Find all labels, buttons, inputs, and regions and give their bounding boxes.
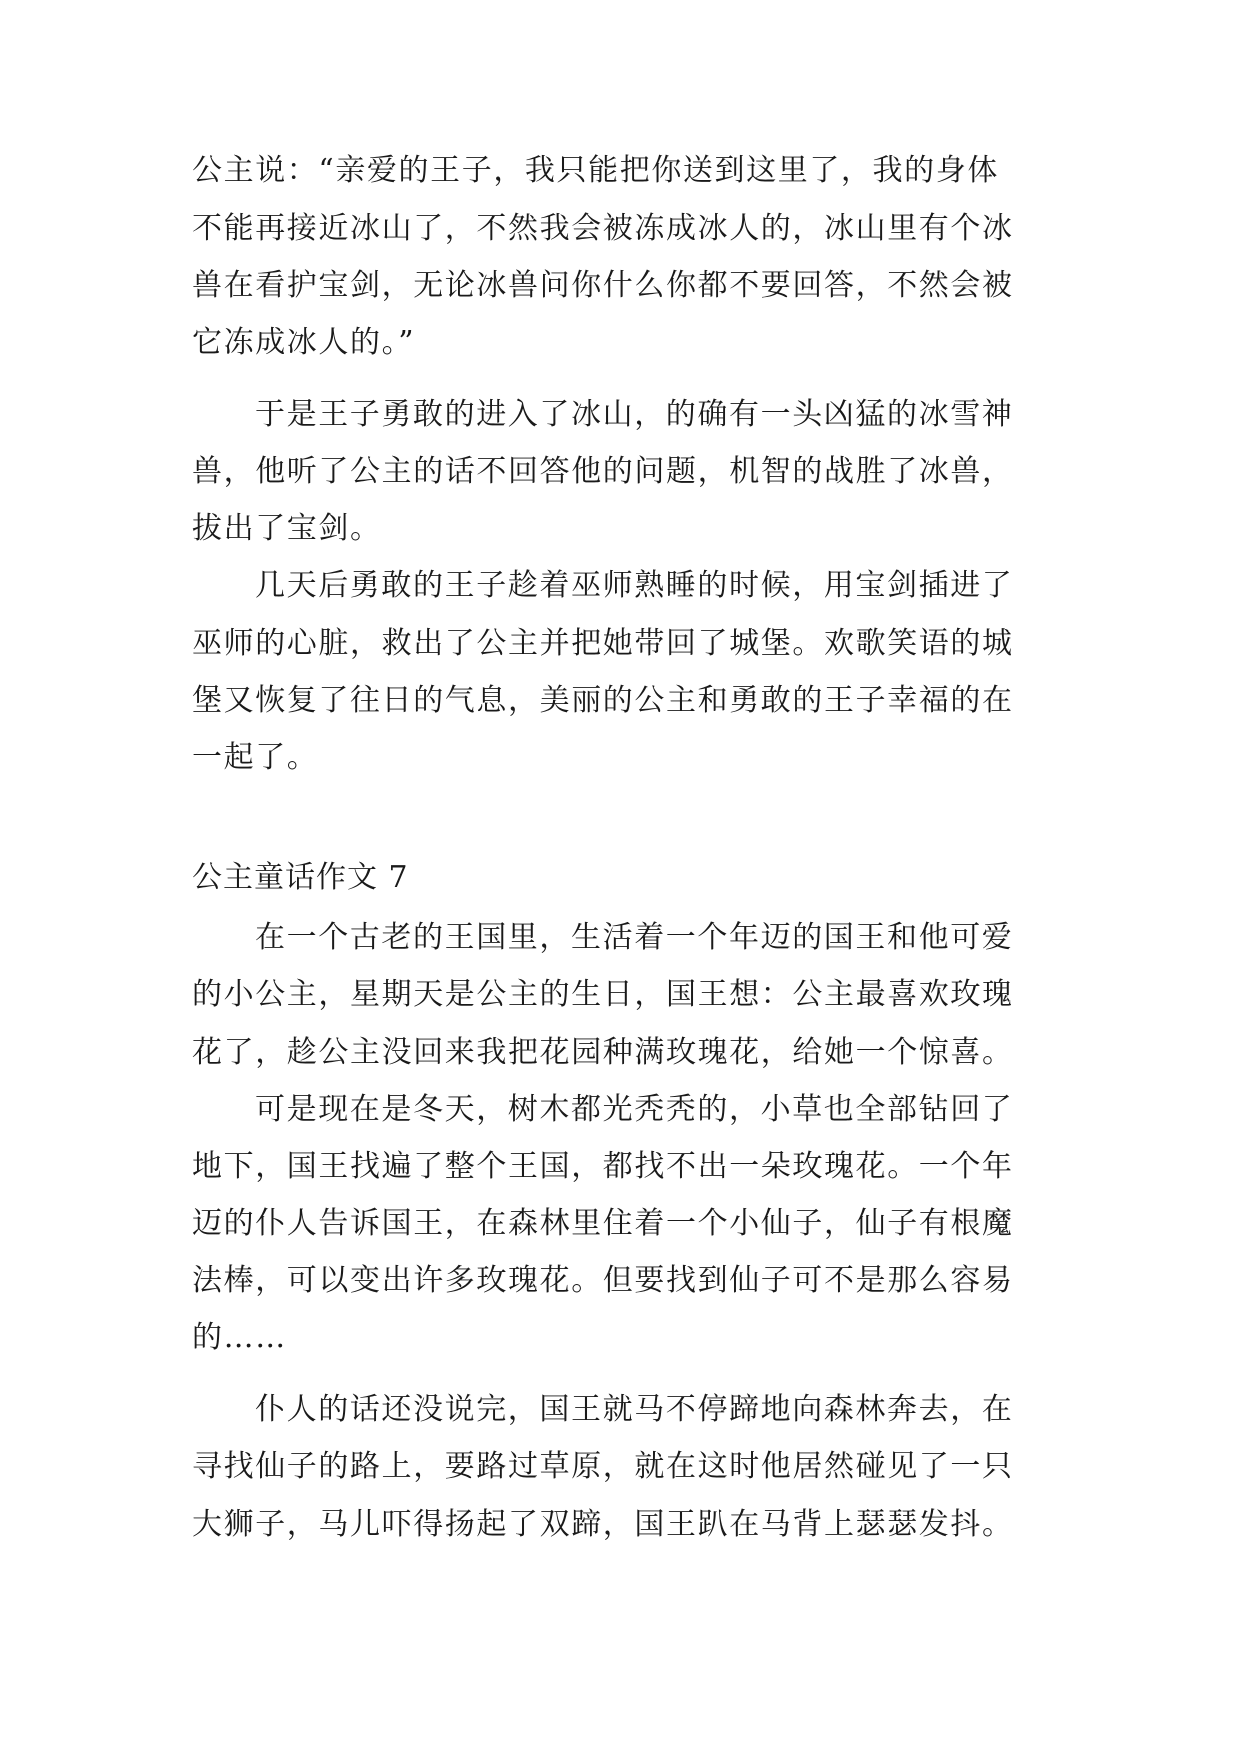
text-line: 兽在看护宝剑，无论冰兽问你什么你都不要回答，不然会被: [192, 268, 1014, 303]
text-line: 一起了。: [192, 740, 319, 775]
text-line: 大狮子，马儿吓得扬起了双蹄，国王趴在马背上瑟瑟发抖。: [192, 1507, 1014, 1542]
text-line: 法棒，可以变出许多玫瑰花。但要找到仙子可不是那么容易: [192, 1263, 1014, 1298]
text-line: 可是现在是冬天，树木都光秃秃的，小草也全部钻回了: [255, 1092, 1014, 1127]
text-line: 它冻成冰人的。”: [192, 325, 416, 360]
text-line: 地下，国王找遍了整个王国，都找不出一朵玫瑰花。一个年: [192, 1149, 1014, 1184]
text-line: 的……: [192, 1320, 287, 1355]
text-line: 的小公主，星期天是公主的生日，国王想：公主最喜欢玫瑰: [192, 977, 1014, 1012]
text-line: 花了，趁公主没回来我把花园种满玫瑰花，给她一个惊喜。: [192, 1035, 1014, 1070]
text-line: 巫师的心脏，救出了公主并把她带回了城堡。欢歌笑语的城: [192, 626, 1014, 661]
text-line: 于是王子勇敢的进入了冰山，的确有一头凶猛的冰雪神: [255, 397, 1014, 432]
text-line: 迈的仆人告诉国王，在森林里住着一个小仙子，仙子有根魔: [192, 1206, 1014, 1241]
text-line: 在一个古老的王国里，生活着一个年迈的国王和他可爱: [255, 920, 1014, 955]
text-line: 仆人的话还没说完，国王就马不停蹄地向森林奔去，在: [255, 1392, 1014, 1427]
text-line: 公主说：“亲爱的王子，我只能把你送到这里了，我的身体: [192, 153, 999, 188]
text-line: 拔出了宝剑。: [192, 511, 382, 546]
text-line: 兽，他听了公主的话不回答他的问题，机智的战胜了冰兽，: [192, 454, 1014, 489]
text-line: 堡又恢复了往日的气息，美丽的公主和勇敢的王子幸福的在: [192, 683, 1014, 718]
text-line: 寻找仙子的路上，要路过草原，就在这时他居然碰见了一只: [192, 1449, 1014, 1484]
text-line: 不能再接近冰山了，不然我会被冻成冰人的，冰山里有个冰: [192, 211, 1014, 246]
section-heading: 公主童话作文 7: [192, 860, 409, 895]
text-line: 几天后勇敢的王子趁着巫师熟睡的时候，用宝剑插进了: [255, 568, 1014, 603]
